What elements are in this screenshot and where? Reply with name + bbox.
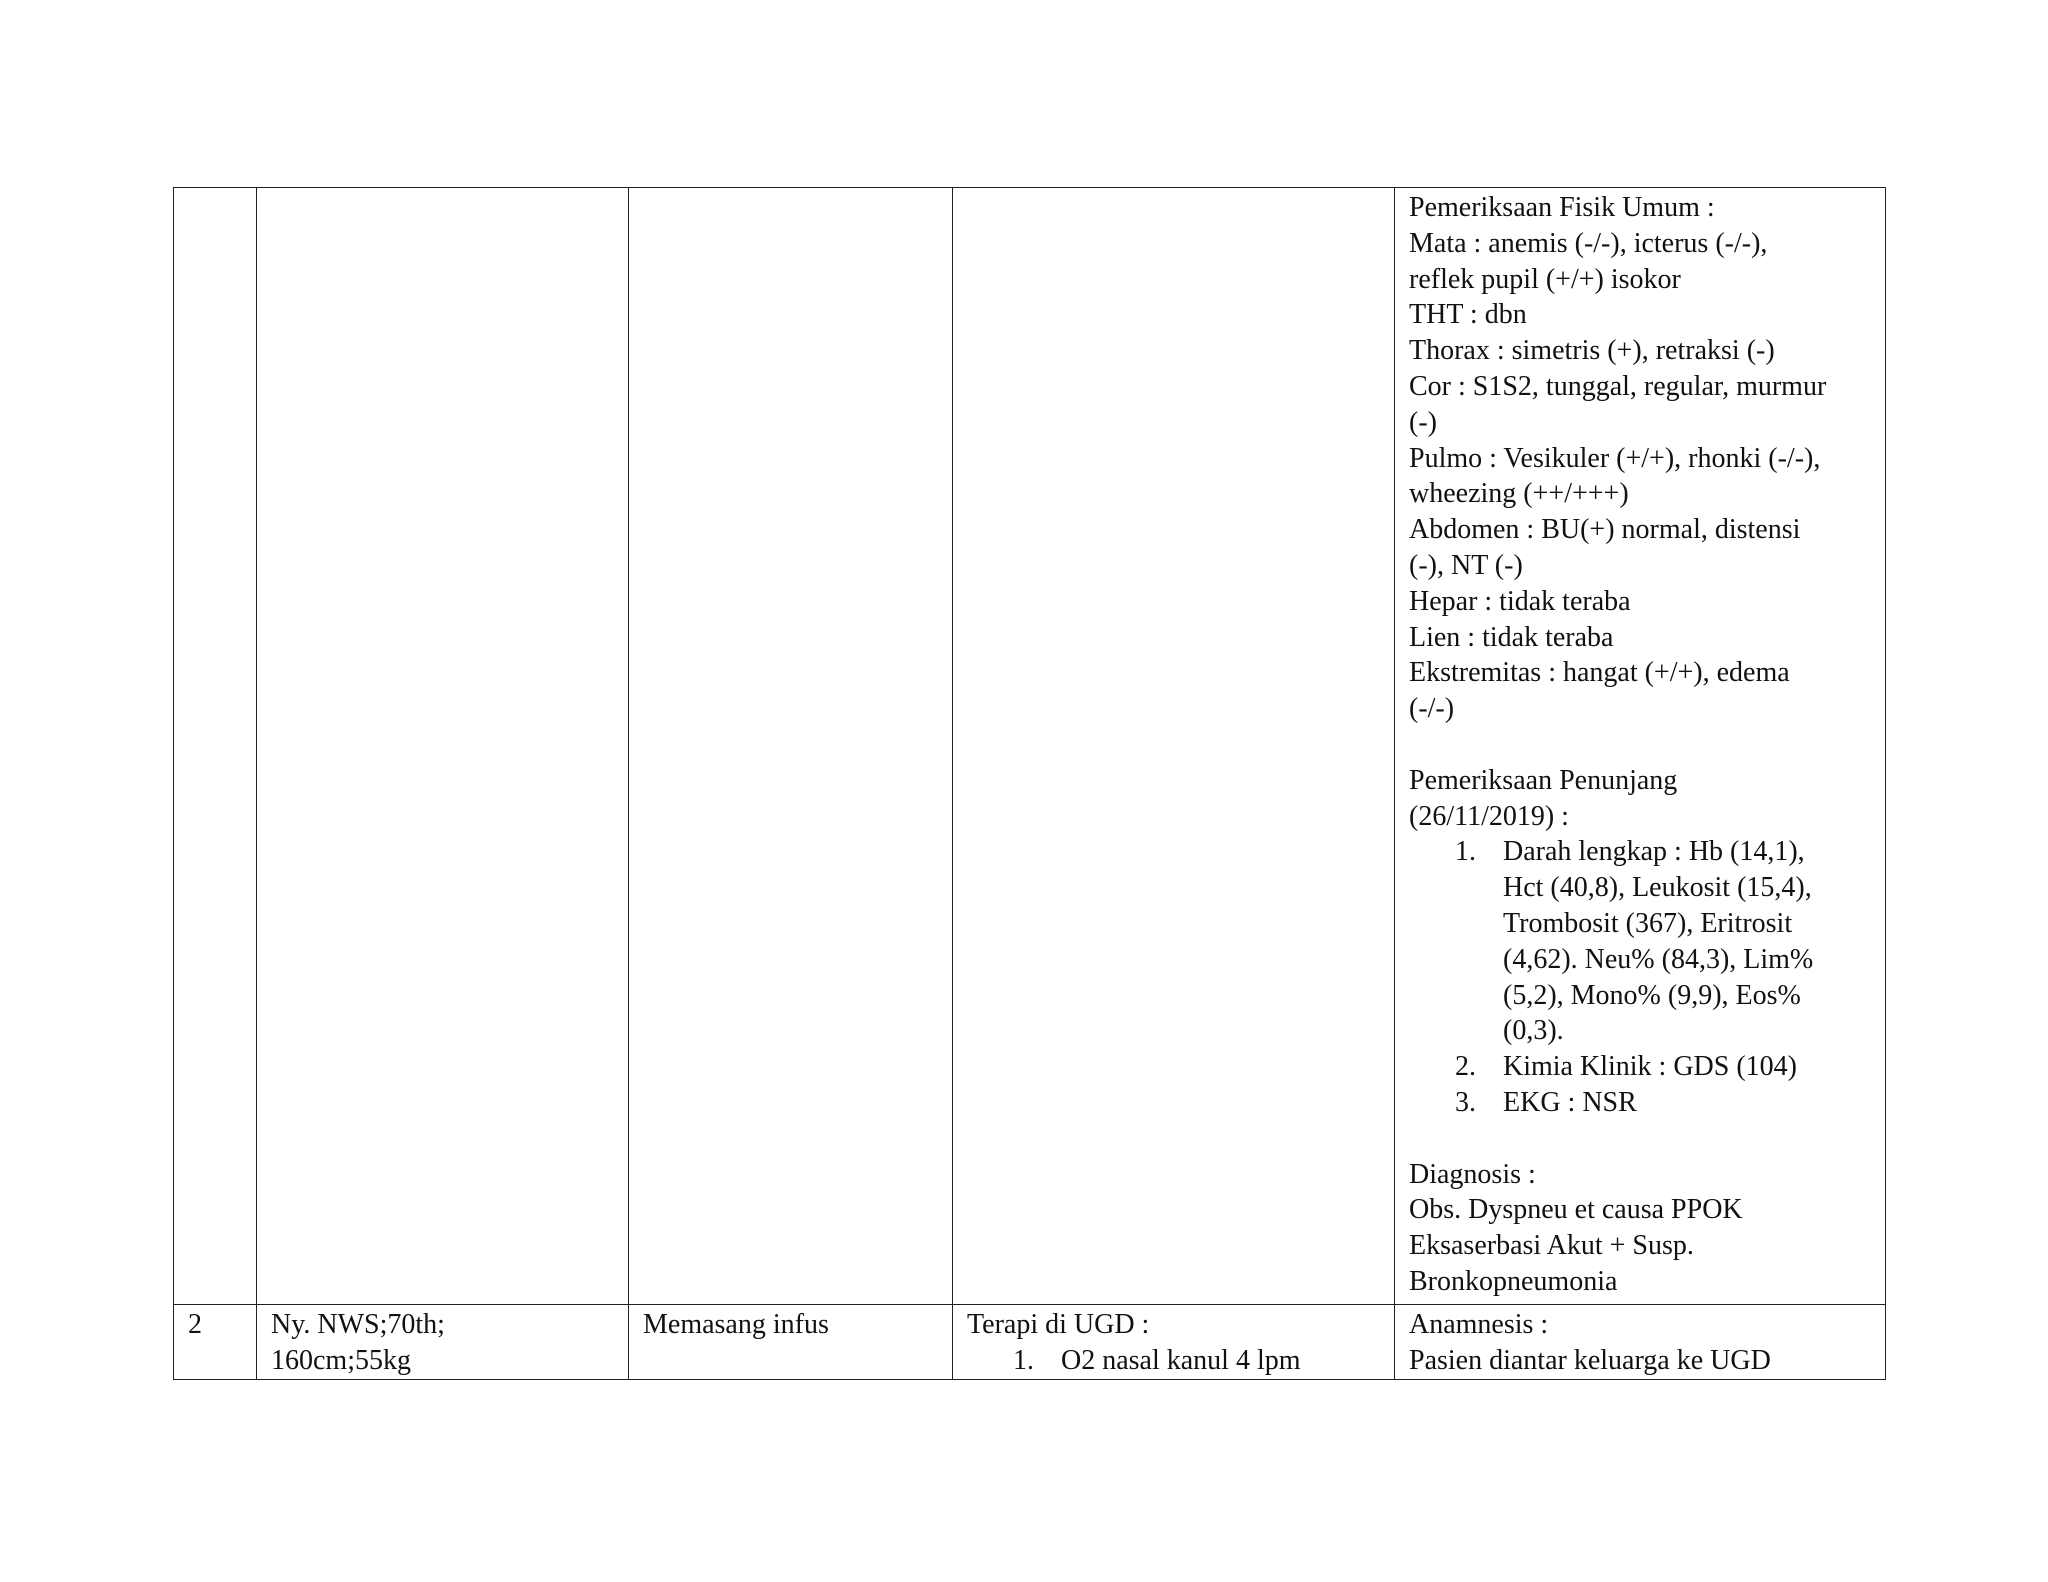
row1-findings-cell — [1395, 188, 1886, 1305]
physical-exam-line: Abdomen : BU(+) normal, distensi — [1409, 514, 1801, 546]
list-marker: 1. — [1013, 1344, 1034, 1376]
diagnosis-line: Obs. Dyspneu et causa PPOK — [1409, 1194, 1743, 1226]
row1-action-cell — [629, 188, 953, 1305]
physical-exam-line: wheezing (++/+++) — [1409, 478, 1629, 510]
physical-exam-line: (-) — [1409, 406, 1437, 438]
patient-info-line: Ny. NWS;70th; — [271, 1309, 445, 1340]
physical-exam-line: reflek pupil (+/+) isokor — [1409, 263, 1681, 295]
physical-exam-line: Lien : tidak teraba — [1409, 621, 1614, 653]
therapy-list — [967, 1343, 1380, 1379]
list-marker: 3. — [1455, 1086, 1476, 1118]
row-number: 2 — [188, 1309, 202, 1340]
row1-therapy-cell — [953, 188, 1395, 1305]
table-row — [174, 1305, 1886, 1380]
patient-cell — [257, 1305, 629, 1380]
physical-exam-heading: Pemeriksaan Fisik Umum : — [1409, 192, 1715, 223]
list-item-line: Trombosit (367), Eritrosit — [1503, 907, 1793, 939]
physical-exam-line: Mata : anemis (-/-), icterus (-/-), — [1409, 227, 1768, 259]
anamnesis-heading: Anamnesis : — [1409, 1309, 1549, 1340]
list-item-line: (5,2), Mono% (9,9), Eos% — [1503, 979, 1801, 1011]
physical-exam-line: Pulmo : Vesikuler (+/+), rhonki (-/-), — [1409, 442, 1821, 474]
physical-exam-line: THT : dbn — [1409, 299, 1527, 331]
row1-patient-cell — [257, 188, 629, 1305]
list-marker: 1. — [1455, 836, 1476, 868]
list-item — [1409, 1049, 1871, 1085]
diagnosis-heading: Diagnosis : — [1409, 1158, 1536, 1190]
physical-exam-line: Hepar : tidak teraba — [1409, 585, 1631, 617]
list-item-line: O2 nasal kanul 4 lpm — [1061, 1344, 1301, 1376]
list-item-line: Hct (40,8), Leukosit (15,4), — [1503, 872, 1812, 904]
physical-exam-line: Thorax : simetris (+), retraksi (-) — [1409, 335, 1775, 367]
support-exam-date: (26/11/2019) : — [1409, 800, 1569, 832]
list-item — [1409, 834, 1871, 1049]
support-exam-list — [1409, 834, 1871, 1120]
physical-exam-line: (-), NT (-) — [1409, 549, 1523, 581]
list-item-line: Kimia Klinik : GDS (104) — [1503, 1051, 1797, 1083]
list-item-line: EKG : NSR — [1503, 1086, 1637, 1118]
physical-exam-line: Cor : S1S2, tunggal, regular, murmur — [1409, 370, 1827, 402]
list-item-line: (4,62). Neu% (84,3), Lim% — [1503, 943, 1814, 975]
diagnosis-line: Bronkopneumonia — [1409, 1265, 1618, 1297]
table-row-continuation — [174, 188, 1886, 1305]
row-number-cell — [174, 1305, 257, 1380]
action-cell — [629, 1305, 953, 1380]
therapy-cell — [953, 1305, 1395, 1380]
diagnosis-line: Eksaserbasi Akut + Susp. — [1409, 1230, 1694, 1262]
list-item — [1409, 1085, 1871, 1121]
clinical-log-table — [173, 187, 1886, 1380]
paragraph-gap — [1409, 727, 1871, 763]
anamnesis-cell — [1395, 1305, 1886, 1380]
paragraph-gap — [1409, 1121, 1871, 1157]
therapy-heading: Terapi di UGD : — [967, 1309, 1150, 1340]
list-marker: 2. — [1455, 1051, 1476, 1083]
action-text: Memasang infus — [643, 1309, 829, 1340]
list-item-line: (0,3). — [1503, 1015, 1564, 1047]
physical-exam-line: Ekstremitas : hangat (+/+), edema — [1409, 657, 1790, 689]
list-item-line: Darah lengkap : Hb (14,1), — [1503, 836, 1805, 868]
patient-info-line: 160cm;55kg — [271, 1344, 411, 1376]
list-item — [967, 1343, 1380, 1379]
anamnesis-line: Pasien diantar keluarga ke UGD — [1409, 1344, 1771, 1376]
support-exam-heading: Pemeriksaan Penunjang — [1409, 764, 1678, 796]
row1-number-cell — [174, 188, 257, 1305]
physical-exam-line: (-/-) — [1409, 693, 1455, 725]
